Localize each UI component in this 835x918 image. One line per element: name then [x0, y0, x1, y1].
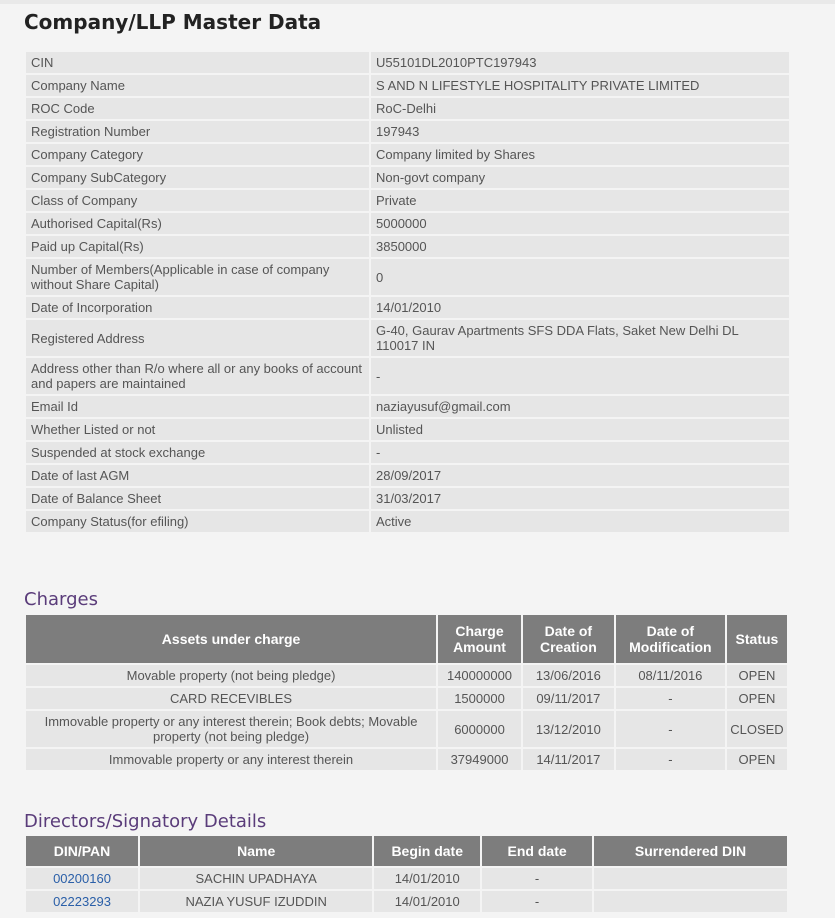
- charge-creation-date: 09/11/2017: [523, 688, 614, 709]
- field-value: S AND N LIFESTYLE HOSPITALITY PRIVATE LIMITED: [371, 75, 789, 96]
- master-row-date-of-incorporation: [26, 297, 789, 318]
- charge-creation-date: 14/11/2017: [523, 749, 614, 770]
- field-label: Suspended at stock exchange: [26, 442, 369, 463]
- field-label: Whether Listed or not: [26, 419, 369, 440]
- col-surrendered-din: Surrendered DIN: [594, 836, 787, 866]
- master-row-cin: [26, 52, 789, 73]
- field-label: Registration Number: [26, 121, 369, 142]
- col-date-of-modification: Date of Modification: [616, 615, 725, 663]
- charges-table: [24, 613, 789, 772]
- master-row-email-id: [26, 396, 789, 417]
- col-date-of-creation: Date of Creation: [523, 615, 614, 663]
- din-link[interactable]: 02223293: [53, 894, 111, 909]
- field-value: 3850000: [371, 236, 789, 257]
- charge-amount: 6000000: [438, 711, 521, 747]
- col-assets-under-charge: Assets under charge: [26, 615, 436, 663]
- directors-heading: Directors/Signatory Details: [24, 811, 267, 832]
- charge-modification-date: -: [616, 749, 725, 770]
- field-value: 28/09/2017: [371, 465, 789, 486]
- field-label: Date of Incorporation: [26, 297, 369, 318]
- director-end-date: -: [482, 868, 592, 889]
- director-end-date: -: [482, 891, 592, 912]
- director-din: [26, 891, 138, 912]
- field-label: Date of Balance Sheet: [26, 488, 369, 509]
- field-value: Active: [371, 511, 789, 532]
- field-value: 0: [371, 259, 789, 295]
- charge-asset: Movable property (not being pledge): [26, 665, 436, 686]
- page-title: Company/LLP Master Data: [24, 10, 322, 34]
- field-label: Address other than R/o where all or any books of account and papers are maintained: [26, 358, 369, 394]
- field-value: naziayusuf@gmail.com: [371, 396, 789, 417]
- col-din-pan: DIN/PAN: [26, 836, 138, 866]
- col-begin-date: Begin date: [374, 836, 480, 866]
- charge-status: OPEN: [727, 749, 787, 770]
- field-label: Company Name: [26, 75, 369, 96]
- director-name: NAZIA YUSUF IZUDDIN: [140, 891, 372, 912]
- charge-modification-date: -: [616, 688, 725, 709]
- charge-modification-date: -: [616, 711, 725, 747]
- field-value: Non-govt company: [371, 167, 789, 188]
- table-row: [26, 891, 787, 912]
- charges-heading: Charges: [24, 589, 98, 610]
- table-row: [26, 749, 787, 770]
- field-label: Class of Company: [26, 190, 369, 211]
- field-value: G-40, Gaurav Apartments SFS DDA Flats, Saket New Delhi DL 110017 IN: [371, 320, 789, 356]
- charge-creation-date: 13/12/2010: [523, 711, 614, 747]
- directors-table: [24, 834, 789, 914]
- table-row: [26, 688, 787, 709]
- director-begin-date: 14/01/2010: [374, 868, 480, 889]
- master-row-registration-number: [26, 121, 789, 142]
- table-row: [26, 665, 787, 686]
- field-label: Registered Address: [26, 320, 369, 356]
- table-row: [26, 868, 787, 889]
- charge-asset: Immovable property or any interest therein; Book debts; Movable property (not being pledge): [26, 711, 436, 747]
- field-value: 5000000: [371, 213, 789, 234]
- field-label: Date of last AGM: [26, 465, 369, 486]
- master-data-table: [24, 50, 791, 534]
- master-row-company-category: [26, 144, 789, 165]
- field-value: RoC-Delhi: [371, 98, 789, 119]
- field-value: U55101DL2010PTC197943: [371, 52, 789, 73]
- director-begin-date: 14/01/2010: [374, 891, 480, 912]
- master-row-company-name: [26, 75, 789, 96]
- charge-amount: 37949000: [438, 749, 521, 770]
- director-din: [26, 868, 138, 889]
- master-row-last-agm: [26, 465, 789, 486]
- charges-header-row: [26, 615, 787, 663]
- field-value: 14/01/2010: [371, 297, 789, 318]
- master-row-class-of-company: [26, 190, 789, 211]
- master-row-number-of-members: [26, 259, 789, 295]
- master-row-authorised-capital: [26, 213, 789, 234]
- field-label: Company SubCategory: [26, 167, 369, 188]
- charge-status: CLOSED: [727, 711, 787, 747]
- field-label: Paid up Capital(Rs): [26, 236, 369, 257]
- field-label: ROC Code: [26, 98, 369, 119]
- field-value: Unlisted: [371, 419, 789, 440]
- master-row-company-status: [26, 511, 789, 532]
- charge-asset: Immovable property or any interest therein: [26, 749, 436, 770]
- charge-creation-date: 13/06/2016: [523, 665, 614, 686]
- field-value: 31/03/2017: [371, 488, 789, 509]
- top-strip: [0, 0, 835, 4]
- col-status: Status: [727, 615, 787, 663]
- field-label: Authorised Capital(Rs): [26, 213, 369, 234]
- director-surrendered-din: [594, 891, 787, 912]
- field-value: Company limited by Shares: [371, 144, 789, 165]
- master-row-suspended: [26, 442, 789, 463]
- field-value: -: [371, 358, 789, 394]
- charge-status: OPEN: [727, 688, 787, 709]
- master-row-registered-address: [26, 320, 789, 356]
- master-row-listed: [26, 419, 789, 440]
- field-label: CIN: [26, 52, 369, 73]
- din-link[interactable]: 00200160: [53, 871, 111, 886]
- charge-amount: 140000000: [438, 665, 521, 686]
- charge-modification-date: 08/11/2016: [616, 665, 725, 686]
- col-name: Name: [140, 836, 372, 866]
- table-row: [26, 711, 787, 747]
- director-surrendered-din: [594, 868, 787, 889]
- charge-asset: CARD RECEVIBLES: [26, 688, 436, 709]
- field-label: Number of Members(Applicable in case of company without Share Capital): [26, 259, 369, 295]
- charge-status: OPEN: [727, 665, 787, 686]
- field-label: Company Status(for efiling): [26, 511, 369, 532]
- charge-amount: 1500000: [438, 688, 521, 709]
- field-value: 197943: [371, 121, 789, 142]
- master-row-paid-up-capital: [26, 236, 789, 257]
- field-label: Company Category: [26, 144, 369, 165]
- col-end-date: End date: [482, 836, 592, 866]
- field-value: -: [371, 442, 789, 463]
- col-charge-amount: Charge Amount: [438, 615, 521, 663]
- master-row-roc-code: [26, 98, 789, 119]
- directors-header-row: [26, 836, 787, 866]
- master-row-company-subcategory: [26, 167, 789, 188]
- master-row-other-address: [26, 358, 789, 394]
- master-row-balance-sheet: [26, 488, 789, 509]
- field-value: Private: [371, 190, 789, 211]
- field-label: Email Id: [26, 396, 369, 417]
- director-name: SACHIN UPADHAYA: [140, 868, 372, 889]
